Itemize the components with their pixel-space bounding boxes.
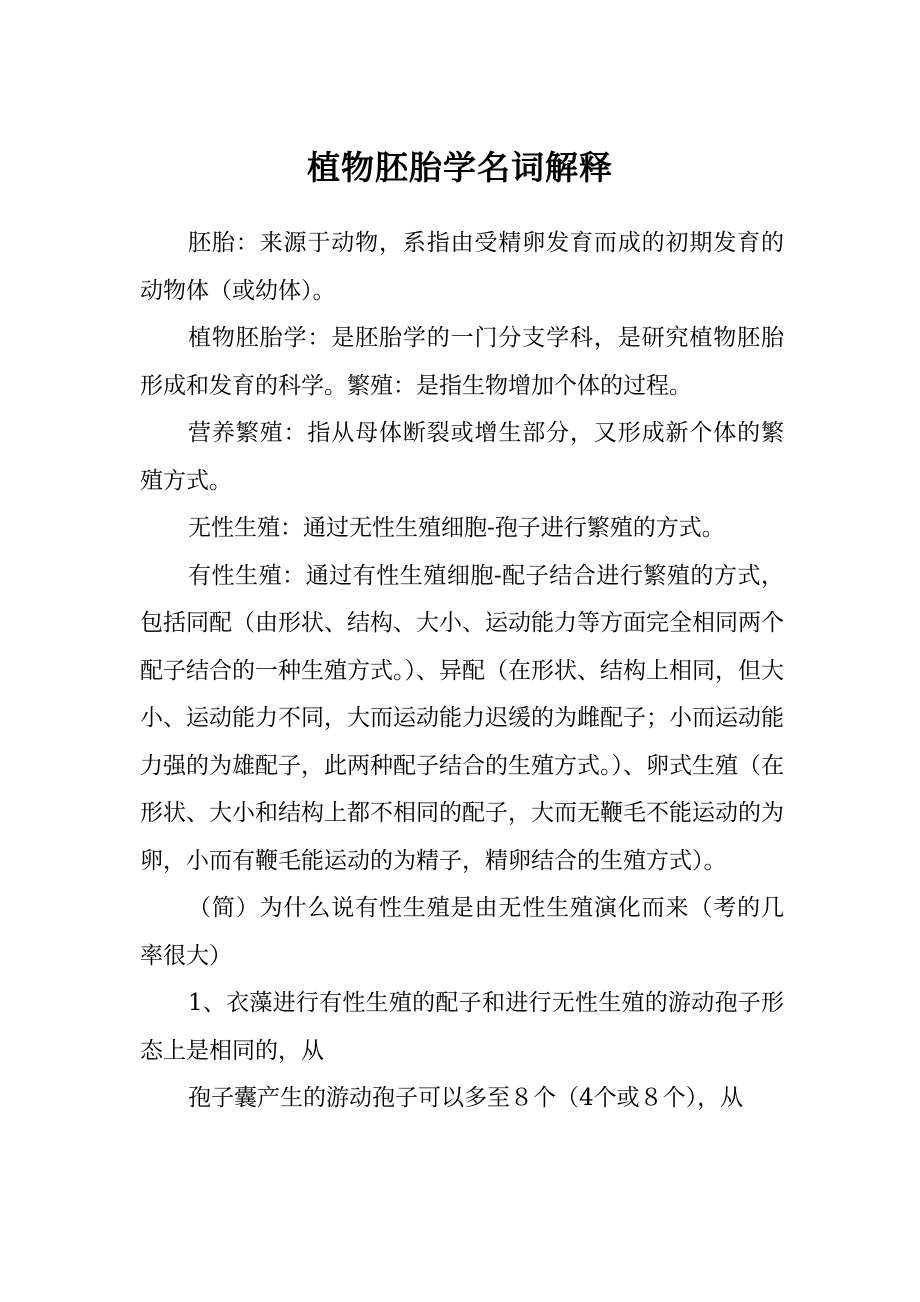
paragraph-vegetative-reproduction: 营养繁殖：指从母体断裂或增生部分，又形成新个体的繁殖方式。	[140, 420, 784, 494]
paragraph-asexual-reproduction: 无性生殖：通过无性生殖细胞-孢子进行繁殖的方式。	[188, 515, 725, 541]
paragraph-embryo: 胚胎：来源于动物，系指由受精卵发育而成的初期发育的动物体（或幼体）。	[140, 230, 784, 304]
paragraph-plant-embryology: 植物胚胎学：是胚胎学的一门分支学科，是研究植物胚胎形成和发育的科学。繁殖：是指生物增加个体的过程。	[140, 325, 784, 399]
document-title: 植物胚胎学名词解释	[307, 148, 613, 187]
document-body	[140, 220, 784, 1123]
paragraph-answer-1: 1、衣藻进行有性生殖的配子和进行无性生殖的游动孢子形态上是相同的，从	[140, 990, 784, 1064]
paragraph-question: （简）为什么说有性生殖是由无性生殖演化而来（考的几率很大）	[140, 895, 784, 969]
paragraph-sexual-reproduction: 有性生殖：通过有性生殖细胞-配子结合进行繁殖的方式，包括同配（由形状、结构、大小、运动能力等方面完全相同两个配子结合的一种生殖方式。）、异配（在形状、结构上相同，但大小、运动能力不同，大而运动能力迟缓的为雌配子；小而运动能力强的为雄配子，此两种配子结合的生殖方式。）、卵式生殖（在形状、大小和结构上都不相同的配子，大而无鞭毛不能运动的为卵，小而有鞭毛能运动的为精子，精卵结合的生殖方式）。	[140, 562, 784, 874]
paragraph-answer-continued: 孢子囊产生的游动孢子可以多至８个（4个或８个），从	[188, 1085, 744, 1111]
